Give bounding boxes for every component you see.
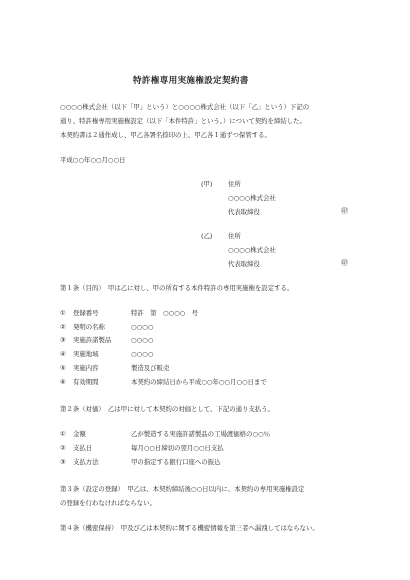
list-item-num: ⑤ bbox=[60, 364, 66, 372]
party-a-company: ○○○○株式会社 bbox=[228, 194, 276, 202]
list-item-label: 実施地域 bbox=[73, 350, 99, 358]
list-item-value: ○○○○ bbox=[131, 323, 154, 331]
article-2-heading: 第２条（対価） 乙は甲に対して本契約の対価として、下記の通り支払う。 bbox=[60, 405, 274, 413]
party-b-company: ○○○○株式会社 bbox=[228, 246, 276, 254]
document-title: 特許権専用実施権設定契約書 bbox=[133, 76, 249, 86]
list-item-label: 金額 bbox=[73, 430, 86, 438]
intro-line: 通り、特許権専用実施権設定（以下「本件特許」という。）について契約を締結した。 bbox=[60, 117, 306, 125]
list-item-num: ⑥ bbox=[60, 378, 66, 386]
party-b-seal-icon: ㊞ bbox=[341, 259, 348, 267]
list-item-num: ④ bbox=[60, 350, 66, 358]
list-item-value: ○○○○ bbox=[131, 350, 154, 358]
list-item-value: 乙が製造する実施許諾製品の工場渡価格の○○％ bbox=[131, 430, 270, 438]
list-item-value: 甲の指定する銀行口座への振込 bbox=[131, 458, 221, 466]
list-item-label: 有効期間 bbox=[73, 378, 99, 386]
party-a-seal-icon: ㊞ bbox=[341, 207, 348, 215]
list-item-num: ① bbox=[60, 309, 66, 317]
list-item-value: 毎月○○日締切の翌月○○日支払 bbox=[131, 444, 224, 452]
list-item-num: ③ bbox=[60, 336, 66, 344]
list-item-label: 支払方法 bbox=[73, 458, 99, 466]
party-b-mark: (乙) bbox=[201, 232, 213, 240]
article-3-line: の登録を行わなければならない。 bbox=[60, 499, 156, 507]
list-item-label: 発明の名称 bbox=[73, 323, 105, 331]
article-4-line: 第４条（機密保持） 甲及び乙は本契約に関する機密情報を第三者へ漏洩してはならない。 bbox=[60, 524, 319, 532]
article-1-heading: 第１条（目的） 甲は乙に対し、甲の所有する本件特許の専用実施権を設定する。 bbox=[60, 284, 294, 292]
contract-date: 平成○○年○○月○○日 bbox=[60, 156, 126, 164]
list-item-num: ① bbox=[60, 430, 66, 438]
intro-line: ○○○○株式会社（以下「甲」という）と○○○○株式会社（以下「乙」という）下記の bbox=[60, 103, 310, 111]
list-item-value: ○○○○ bbox=[131, 336, 154, 344]
party-a-representative: 代表取締役 bbox=[228, 208, 260, 216]
list-item-value: 製造及び販売 bbox=[131, 364, 170, 372]
list-item-value: 本契約の締結日から平成○○年○○月○○日まで bbox=[131, 378, 267, 386]
party-b-address-label: 住所 bbox=[228, 232, 241, 240]
intro-line: 本契約書は２通作成し、甲乙各署名捺印の上、甲乙各１通ずつ保管する。 bbox=[60, 131, 271, 139]
list-item-label: 登録番号 bbox=[73, 309, 99, 317]
list-item-label: 支払日 bbox=[73, 444, 93, 452]
list-item-value: 特許 第 ○○○○ 号 bbox=[131, 309, 199, 317]
list-item-label: 実施内容 bbox=[73, 364, 99, 372]
list-item-num: ③ bbox=[60, 458, 66, 466]
list-item-num: ② bbox=[60, 444, 66, 452]
party-b-representative: 代表取締役 bbox=[228, 260, 260, 268]
article-3-line: 第３条（設定の登録） 甲乙は、本契約締結後○○日以内に、本契約の専用実施権設定 bbox=[60, 485, 305, 493]
party-a-address-label: 住所 bbox=[228, 180, 241, 188]
list-item-label: 実施許諾製品 bbox=[73, 336, 112, 344]
list-item-num: ② bbox=[60, 323, 66, 331]
party-a-mark: (甲) bbox=[201, 180, 213, 188]
